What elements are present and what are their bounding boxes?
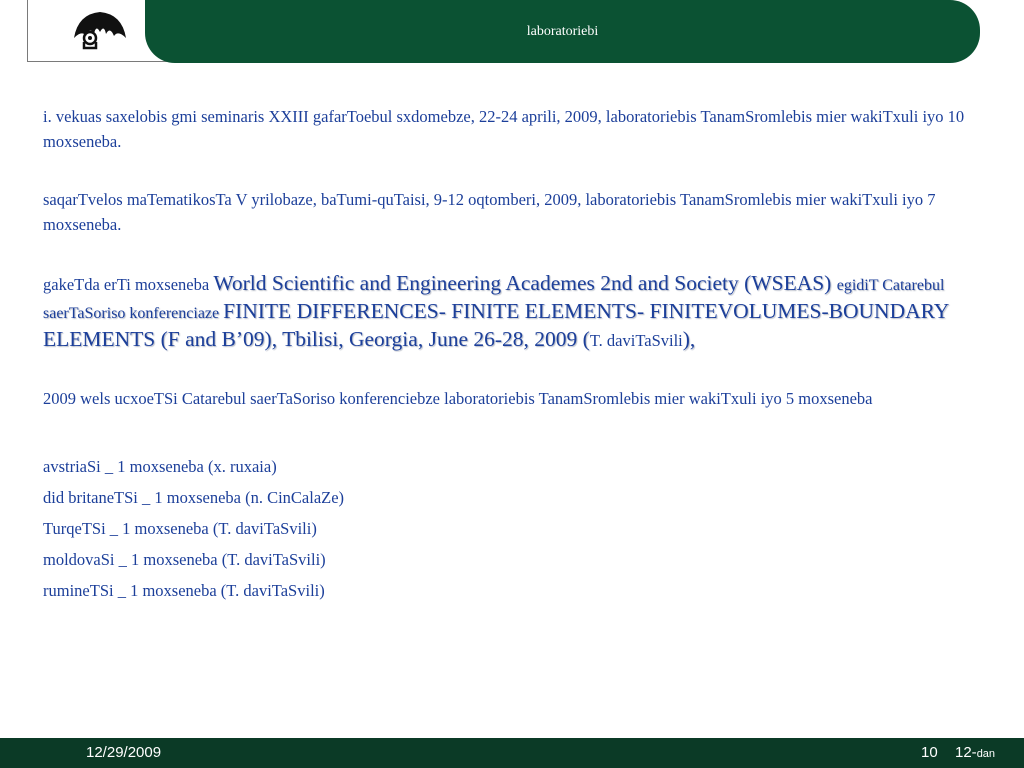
page-title: laboratoriebi <box>526 23 599 39</box>
footer-date: 12/29/2009 <box>86 744 162 761</box>
slide-content <box>43 104 988 606</box>
list-item: TurqeTSi _ 1 moxseneba (T. daviTaSvili) <box>43 519 317 538</box>
page-total-main: 12- <box>955 744 977 761</box>
conference-close: ), <box>682 327 696 351</box>
conference-organizer: World Scientific and Engineering Academes 2nd and Society (WSEAS) <box>213 271 837 295</box>
paragraph-congress: saqarTvelos maTematikosTa V yrilobaze, baTumi-quTaisi, 9-12 oqtomberi, 2009, laboratoriebis TanamSromlebis mier wakiTxuli iyo 7 moxseneba. <box>43 190 936 234</box>
conference-lead: gakeTda erTi moxseneba <box>43 275 214 294</box>
paragraph-seminar: i. vekuas saxelobis gmi seminaris XXIII gafarToebul sxdomebze, 22-24 aprili, 2009, laboratoriebis TanamSromlebis mier wakiTxuli iyo 10 moxseneba. <box>43 107 965 151</box>
list-item: did britaneTSi _ 1 moxseneba (n. CinCalaZe) <box>43 488 345 507</box>
page-number: 10 <box>921 744 938 761</box>
page-total-suffix: dan <box>976 748 996 760</box>
paragraph-abroad: 2009 wels ucxoeTSi Catarebul saerTaSoriso konferenciebze laboratoriebis TanamSromlebis mier wakiTxuli iyo 5 moxseneba <box>43 389 873 408</box>
footer-bar <box>0 738 1024 768</box>
conference-title: FINITE DIFFERENCES- FINITE ELEMENTS- FINITEVOLUMES-BOUNDARY ELEMENTS (F and B’09), Tbilisi, Georgia, June 26-28, 2009 ( <box>43 299 949 351</box>
list-item: rumineTSi _ 1 moxseneba (T. daviTaSvili) <box>43 581 325 600</box>
country-list <box>43 451 988 606</box>
conference-author: T. daviTaSvili <box>589 331 683 350</box>
paragraph-conference <box>43 270 988 353</box>
conference-mid-text: egidiT Catarebul saerTaSoriso konferenciaze <box>43 277 945 322</box>
institute-logo-icon <box>70 8 128 52</box>
header-bar <box>145 0 980 63</box>
list-item: moldovaSi _ 1 moxseneba (T. daviTaSvili) <box>43 550 326 569</box>
page-total <box>955 744 995 761</box>
list-item: avstriaSi _ 1 moxseneba (x. ruxaia) <box>43 457 277 476</box>
